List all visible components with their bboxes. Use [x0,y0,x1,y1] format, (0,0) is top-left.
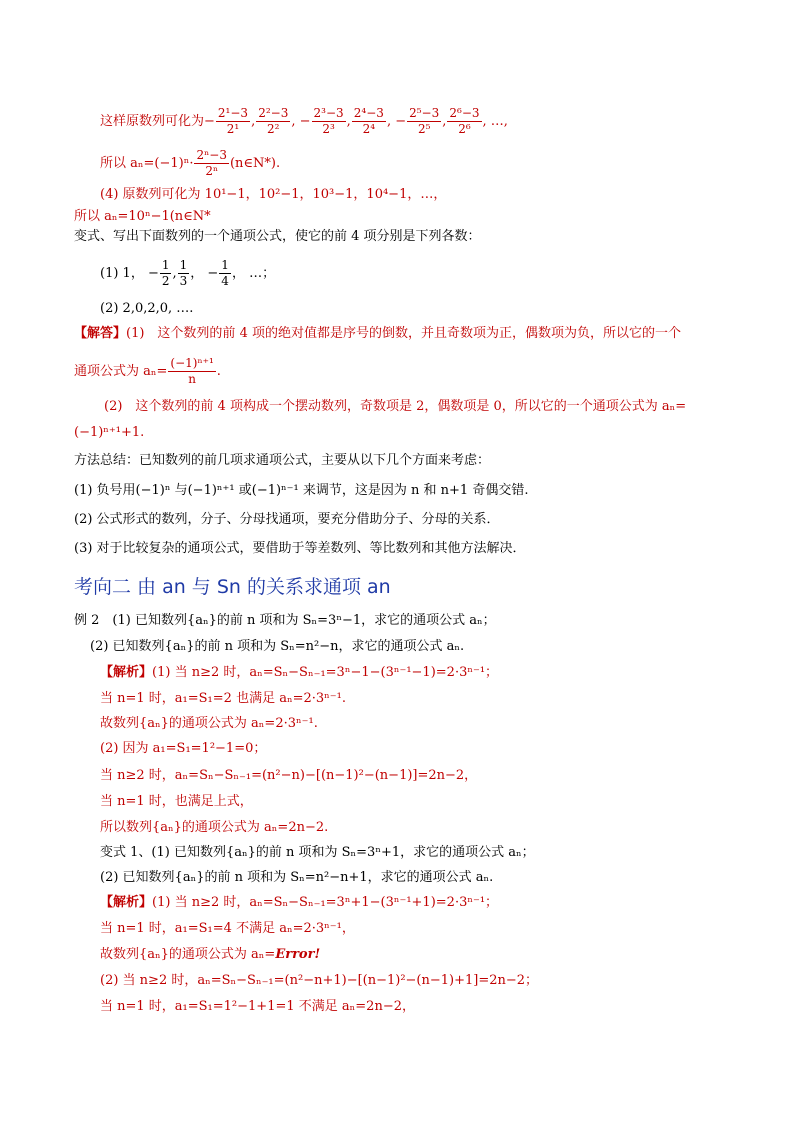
block1-line2-prefix: 所以 aₙ=(−1)ⁿ· [100,156,194,171]
frac-den: 2³ [322,122,335,136]
item1-suffix: ， …； [231,266,276,281]
seq-sign: , [442,114,447,129]
solution-label: 【解析】 [100,895,153,910]
frac-den: 2¹ [226,122,240,136]
method-point-1: (1) 负号用(−1)ⁿ 与(−1)ⁿ⁺¹ 或(−1)ⁿ⁻¹ 来调节，这是因为 n 和 n+1 奇偶交错. [74,483,529,498]
block1-line3: (4) 原数列可化为 10¹−1，10²−1，10³−1，10⁴−1，…， [100,187,447,202]
frac-den: n [188,372,196,386]
seq-fraction [447,106,481,137]
item1-frac [219,258,231,289]
example2-solution-line3: 故数列{aₙ}的通项公式为 aₙ=2·3ⁿ⁻¹. [100,716,318,731]
solution-text: (1) 当 n≥2 时，aₙ=Sₙ−Sₙ₋₁=3ⁿ−1−(3ⁿ⁻¹−1)=2·3ⁿ⁻¹； [152,665,499,680]
variant-item1 [100,258,275,289]
frac-num: 2³−3 [313,106,344,120]
block1-line1-suffix: , …, [482,114,508,129]
seq-fraction [216,106,250,137]
answer1-frac [168,356,215,387]
block1-line4: 所以 aₙ=10ⁿ−1(n∈N* [74,209,211,224]
variant1-solution-line2: 当 n=1 时，a₁=S₁=4 不满足 aₙ=2·3ⁿ⁻¹， [100,921,355,936]
method-point-3: (3) 对于比较复杂的通项公式，要借助于等差数列、等比数列和其他方法解决． [74,541,526,556]
an-fraction [194,148,229,179]
frac-num: 1 [161,258,170,272]
variant-item2: (2) 2,0,2,0, …. [100,301,194,316]
seq-fraction [352,106,386,137]
block1-line1 [100,106,508,137]
variant1-question2: (2) 已知数列{aₙ}的前 n 项和为 Sₙ=n²−n+1，求它的通项公式 aₙ. [100,870,494,885]
frac-den: 2⁶ [458,122,471,136]
frac-den: 2⁵ [417,122,431,136]
example2-solution-line4: (2) 因为 a₁=S₁=1²−1=0； [100,741,267,756]
example2-solution-line6: 当 n=1 时，也满足上式， [100,794,253,809]
variant-answer1-line2 [74,356,221,387]
frac-den: 2⁴ [362,122,376,136]
example2-question2: (2) 已知数列{aₙ}的前 n 项和为 Sₙ=n²−n，求它的通项公式 aₙ. [90,639,465,654]
item1-sep: , [172,266,177,281]
seq-fraction [407,106,441,137]
solution-label: 【解析】 [100,665,153,680]
solution-text: 故数列{aₙ}的通项公式为 aₙ= [100,947,276,962]
seq-sign: , [251,114,256,129]
item1-frac [160,258,172,289]
frac-num: 1 [179,258,188,272]
example2-solution-line7: 所以数列{aₙ}的通项公式为 aₙ=2n−2. [100,820,329,835]
frac-den: 3 [179,274,188,288]
variant1-solution-line4: (2) 当 n≥2 时，aₙ=Sₙ−Sₙ₋₁=(n²−n+1)−[(n−1)²−(n−1)+1]=2n−2； [100,973,539,988]
frac-num: 1 [221,258,229,272]
frac-num: (−1)ⁿ⁺¹ [170,356,214,370]
method-point-2: (2) 公式形式的数列，分子、分母找通项，要充分借助分子、分母的关系． [74,512,500,527]
variant1-solution-line1 [100,894,498,912]
example2-solution-line2: 当 n=1 时，a₁=S₁=2 也满足 aₙ=2·3ⁿ⁻¹. [100,691,346,706]
frac-num: 2⁵−3 [409,106,440,120]
example2-solution-line1 [100,664,498,682]
example2-question1: 例 2 (1) 已知数列{aₙ}的前 n 项和为 Sₙ=3ⁿ−1，求它的通项公式 aₙ； [74,613,496,628]
seq-sign: , [346,114,351,129]
item1-frac [178,258,190,289]
frac-den: 2ⁿ [205,164,219,178]
error-text: Error! [275,947,321,962]
item1-sep: ， − [190,266,219,281]
item1-prefix: (1) 1， − [100,266,159,281]
variant1-question1: 变式 1、(1) 已知数列{aₙ}的前 n 项和为 Sₙ=3ⁿ+1，求它的通项公式 aₙ； [100,845,535,860]
block1-line2 [100,148,280,179]
variant-answer2-line1: (2) 这个数列的前 4 项构成一个摆动数列，奇数项是 2，偶数项是 0，所以它的一个通项公式为 aₙ= [104,399,687,414]
frac-num: 2¹−3 [217,106,249,120]
answer1-prefix: 通项公式为 aₙ= [74,364,168,379]
frac-den: 2² [267,122,280,136]
frac-den: 4 [221,274,229,288]
variant1-solution-line5: 当 n=1 时，a₁=S₁=1²−1+1=1 不满足 aₙ=2n−2， [100,999,415,1014]
variant-answer1-line1 [74,325,681,343]
frac-num: 2²−3 [258,106,289,120]
frac-num: 2⁶−3 [449,106,480,120]
block1-line2-suffix: (n∈N*). [229,156,281,171]
frac-num: 2⁴−3 [353,106,384,120]
answer1-suffix: . [216,364,221,379]
method-title: 方法总结：已知数列的前几项求通项公式，主要从以下几个方面来考虑： [74,453,491,468]
section-heading: 考向二 由 an 与 Sn 的关系求通项 an [74,576,391,598]
seq-fraction [312,106,346,137]
seq-fraction [256,106,290,137]
frac-num: 2ⁿ−3 [196,148,227,162]
variant1-solution-line3 [100,946,320,964]
block1-line1-prefix: 这样原数列可化为 [100,114,205,129]
example2-solution-line5: 当 n≥2 时，aₙ=Sₙ−Sₙ₋₁=(n²−n)−[(n−1)²−(n−1)]=2n−2， [100,768,478,783]
answer1-text: (1) 这个数列的前 4 项的绝对值都是序号的倒数，并且奇数项为正，偶数项为负，所以它的一个 [126,326,681,341]
answer-label: 【解答】 [74,326,127,341]
seq-sign: , − [386,114,407,129]
seq-sign: − [204,114,215,129]
frac-den: 2 [161,274,170,288]
solution-text: (1) 当 n≥2 时，aₙ=Sₙ−Sₙ₋₁=3ⁿ+1−(3ⁿ⁻¹+1)=2·3ⁿ⁻¹； [152,895,499,910]
seq-sign: , − [291,114,311,129]
variant-answer2-line2: (−1)ⁿ⁺¹+1. [74,425,145,440]
variant-intro: 变式、写出下面数列的一个通项公式，使它的前 4 项分别是下列各数： [74,229,481,244]
